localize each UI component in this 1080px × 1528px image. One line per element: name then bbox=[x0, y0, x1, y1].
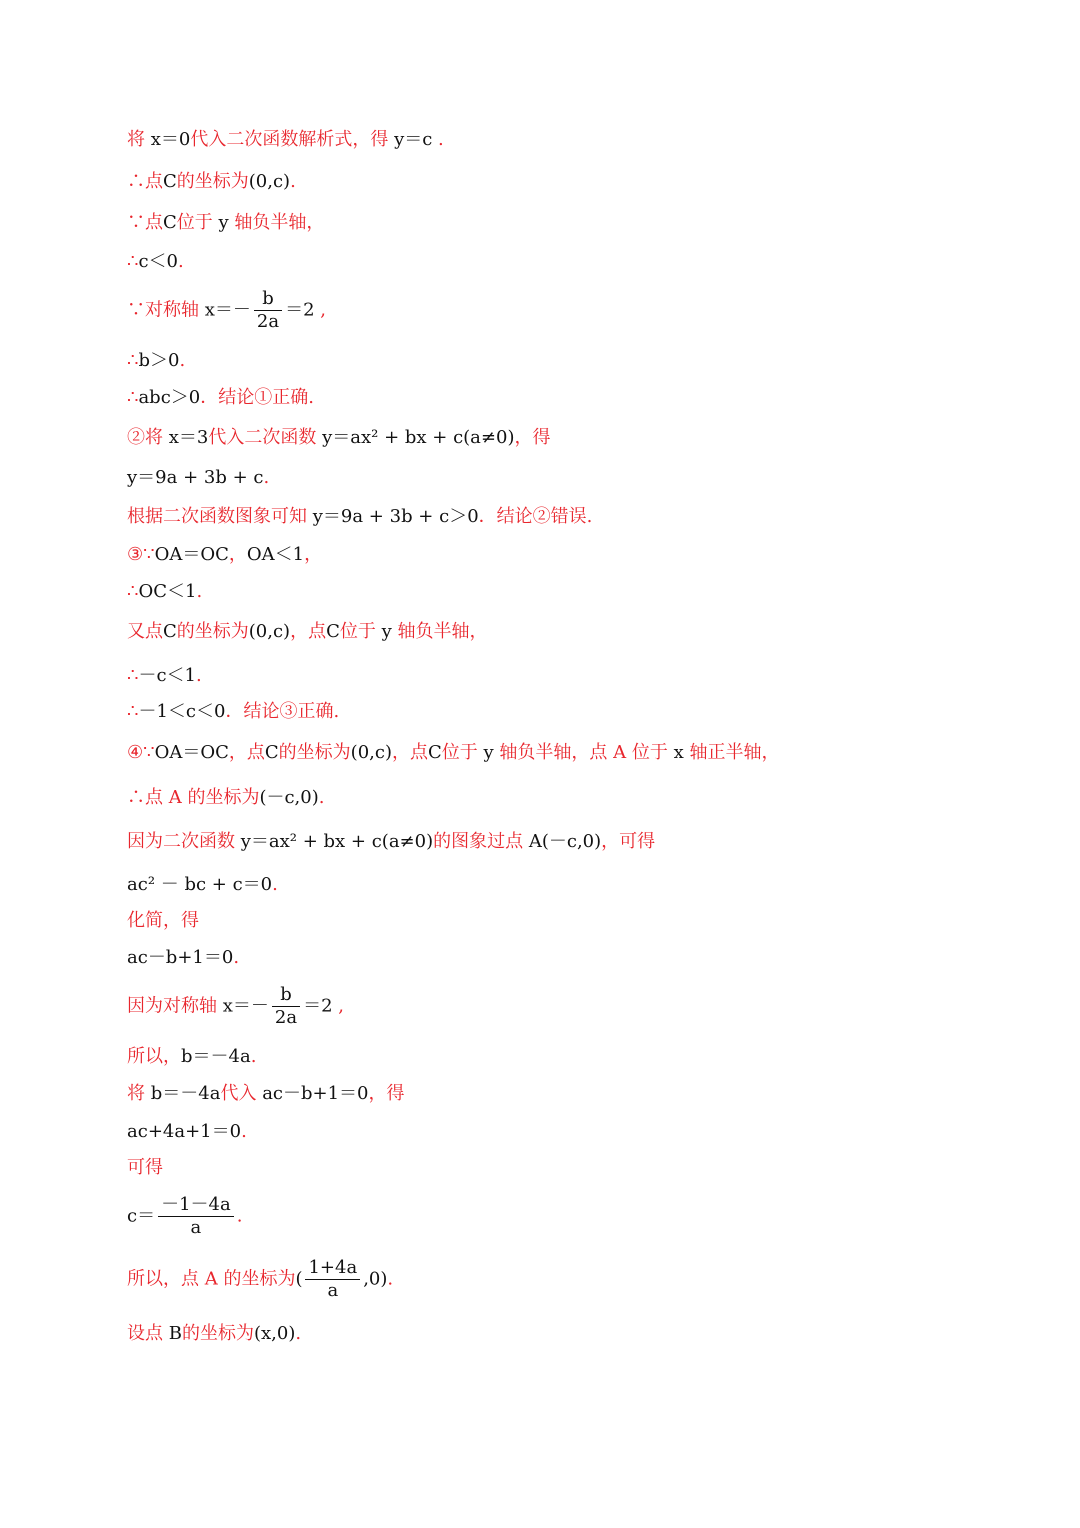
line-13 bbox=[127, 621, 488, 643]
text-segment: 的坐标为 bbox=[176, 621, 249, 642]
fraction-denominator: 2a bbox=[256, 311, 280, 332]
text-segment: . bbox=[295, 1323, 302, 1344]
text-segment: y bbox=[381, 621, 392, 642]
line-29 bbox=[127, 1323, 301, 1345]
text-segment: y bbox=[483, 742, 494, 763]
text-segment: x＝0 bbox=[150, 129, 191, 150]
text-segment: . bbox=[233, 947, 240, 968]
line-20 bbox=[127, 910, 199, 932]
text-segment: x＝3 bbox=[168, 427, 209, 448]
text-segment: C bbox=[326, 621, 340, 642]
text-segment: (0,c) bbox=[248, 171, 291, 192]
line-19 bbox=[127, 874, 278, 896]
fraction-denominator: 2a bbox=[274, 1007, 298, 1028]
text-segment: OA＝OC bbox=[154, 544, 229, 565]
text-segment: (0,c) bbox=[248, 621, 291, 642]
text-segment: ac+4a+1＝0 bbox=[127, 1121, 242, 1142]
text-segment: 位于 bbox=[339, 621, 382, 642]
text-segment: ∵对称轴 bbox=[127, 299, 205, 321]
text-segment: . bbox=[196, 665, 202, 686]
text-segment: C bbox=[163, 621, 177, 642]
text-segment: c＜0 bbox=[138, 251, 178, 272]
text-segment: . bbox=[179, 350, 186, 371]
line-11 bbox=[127, 544, 322, 566]
text-segment: －c＜1 bbox=[138, 665, 196, 686]
line-21 bbox=[127, 947, 239, 969]
text-segment: y＝9a + 3b + c bbox=[127, 467, 264, 488]
text-segment: . bbox=[263, 467, 270, 488]
text-segment: , bbox=[314, 299, 326, 321]
text-segment: 化简，得 bbox=[127, 910, 199, 931]
line-1 bbox=[127, 129, 444, 151]
text-segment: 又点 bbox=[127, 621, 163, 642]
text-segment: . bbox=[250, 1046, 257, 1067]
text-segment: ac² － bc + c＝0 bbox=[127, 874, 273, 895]
fraction-numerator: b bbox=[254, 288, 282, 311]
text-segment: C bbox=[427, 742, 442, 763]
fraction-numerator: 1+4a bbox=[305, 1257, 360, 1280]
text-segment: 代入 bbox=[220, 1083, 263, 1104]
text-segment: B bbox=[168, 1323, 182, 1344]
text-segment: ，得 bbox=[368, 1083, 405, 1104]
text-segment: ( bbox=[295, 1268, 303, 1290]
text-segment: ∴ bbox=[127, 350, 139, 371]
text-segment: ，可得 bbox=[601, 831, 656, 852]
line-26 bbox=[127, 1157, 163, 1179]
text-segment: b＞0 bbox=[138, 350, 180, 371]
text-segment: ③∵ bbox=[127, 544, 155, 565]
text-segment: ac－b+1＝0 bbox=[262, 1083, 369, 1104]
text-segment: 所以， bbox=[127, 1046, 181, 1067]
text-segment: ， bbox=[228, 544, 247, 565]
text-segment: ．结论③正确. bbox=[225, 701, 340, 722]
text-segment: . bbox=[241, 1121, 247, 1142]
text-segment: ∴点 A 的坐标为 bbox=[127, 787, 260, 808]
text-segment: 因为二次函数 bbox=[127, 831, 241, 852]
text-segment: . bbox=[272, 874, 278, 895]
line-14 bbox=[127, 665, 202, 687]
line-16 bbox=[127, 742, 779, 764]
line-3 bbox=[127, 212, 324, 234]
fraction bbox=[272, 984, 300, 1029]
text-segment: . bbox=[236, 1205, 243, 1227]
fraction-denominator: a bbox=[190, 1217, 202, 1238]
line-7 bbox=[127, 387, 314, 409]
line-22 bbox=[127, 984, 344, 1029]
text-segment: 代入二次函数 bbox=[208, 427, 323, 448]
text-segment: abc＞0 bbox=[138, 387, 201, 408]
text-segment: ∴ bbox=[127, 387, 139, 408]
text-segment: ＝2 bbox=[285, 299, 315, 321]
text-segment: 轴正半轴， bbox=[683, 742, 780, 763]
text-segment: ,0) bbox=[363, 1268, 388, 1290]
line-15 bbox=[127, 701, 339, 723]
line-23 bbox=[127, 1046, 256, 1068]
text-segment: 的坐标为 bbox=[278, 742, 351, 763]
line-8 bbox=[127, 427, 550, 449]
text-segment: 的坐标为 bbox=[181, 1323, 254, 1344]
line-10 bbox=[127, 506, 592, 528]
text-segment: OA＝OC bbox=[154, 742, 229, 763]
line-25 bbox=[127, 1121, 247, 1143]
text-segment: 根据二次函数图象可知 bbox=[127, 506, 313, 527]
text-segment: 设点 bbox=[127, 1323, 169, 1344]
line-2 bbox=[127, 171, 296, 193]
text-segment: －1＜c＜0 bbox=[138, 701, 226, 722]
line-28 bbox=[127, 1257, 393, 1302]
fraction bbox=[305, 1257, 360, 1302]
text-segment: y＝c bbox=[394, 129, 433, 150]
text-segment: C bbox=[163, 212, 177, 233]
text-segment: 位于 bbox=[441, 742, 484, 763]
text-segment: . bbox=[178, 251, 184, 272]
text-segment: y bbox=[218, 212, 229, 233]
text-segment: 将 bbox=[127, 1083, 151, 1104]
text-segment: 所以，点 A 的坐标为 bbox=[127, 1268, 296, 1290]
text-segment: ∴点 bbox=[127, 171, 163, 192]
text-segment: ＝2 bbox=[303, 995, 333, 1017]
text-segment: 轴负半轴， bbox=[228, 212, 325, 233]
text-segment: ∴ bbox=[127, 251, 139, 272]
text-segment: ．结论②错误. bbox=[478, 506, 593, 527]
text-segment: ，点 bbox=[290, 621, 327, 642]
fraction bbox=[158, 1194, 234, 1239]
text-segment: 位于 bbox=[176, 212, 219, 233]
text-segment: ，得 bbox=[514, 427, 551, 448]
text-segment: . bbox=[290, 171, 296, 192]
fraction-denominator: a bbox=[327, 1280, 339, 1301]
text-segment: 可得 bbox=[127, 1157, 163, 1178]
text-segment: b＝－4a bbox=[150, 1083, 221, 1104]
text-segment: , bbox=[332, 995, 344, 1017]
text-segment: (－c,0) bbox=[259, 787, 319, 808]
text-segment: OA＜1 bbox=[246, 544, 305, 565]
text-segment: ，点 bbox=[391, 742, 428, 763]
text-segment: ④∵ bbox=[127, 742, 155, 763]
text-segment: C bbox=[264, 742, 279, 763]
text-segment: 代入二次函数解析式，得 bbox=[190, 129, 395, 150]
text-segment: ．结论①正确. bbox=[200, 387, 314, 408]
line-5 bbox=[127, 288, 326, 333]
fraction-numerator: b bbox=[272, 984, 300, 1007]
text-segment: (x,0) bbox=[253, 1323, 296, 1344]
text-segment: 轴负半轴，点 A 位于 bbox=[493, 742, 674, 763]
text-segment: ，点 bbox=[228, 742, 265, 763]
text-segment: . bbox=[196, 581, 203, 602]
text-segment: . bbox=[318, 787, 325, 808]
line-17 bbox=[127, 787, 325, 809]
line-4 bbox=[127, 251, 184, 273]
text-segment: 的坐标为 bbox=[176, 171, 249, 192]
text-segment: ∵点 bbox=[127, 212, 163, 233]
text-segment: y＝ax² + bx + c(a≠0) bbox=[322, 427, 515, 448]
line-9 bbox=[127, 467, 269, 489]
fraction-numerator: －1－4a bbox=[158, 1194, 234, 1217]
text-segment: x bbox=[673, 742, 684, 763]
line-18 bbox=[127, 831, 655, 853]
text-segment: C bbox=[163, 171, 177, 192]
line-27 bbox=[127, 1194, 242, 1239]
text-segment: . bbox=[432, 129, 444, 150]
fraction bbox=[254, 288, 282, 333]
text-segment: b＝－4a bbox=[181, 1046, 251, 1067]
text-segment: x＝－ bbox=[222, 995, 269, 1017]
text-segment: A(－c,0) bbox=[528, 831, 602, 852]
text-segment: (0,c) bbox=[350, 742, 392, 763]
text-segment: y＝9a + 3b + c＞0 bbox=[312, 506, 479, 527]
text-segment: OC＜1 bbox=[138, 581, 197, 602]
text-segment: c＝ bbox=[127, 1205, 156, 1227]
text-segment: . bbox=[387, 1268, 394, 1290]
text-segment: ∴ bbox=[127, 581, 139, 602]
text-segment: ac－b+1＝0 bbox=[127, 947, 234, 968]
line-24 bbox=[127, 1083, 405, 1105]
text-segment: y＝ax² + bx + c(a≠0) bbox=[240, 831, 434, 852]
text-segment: 将 bbox=[127, 129, 151, 150]
text-segment: ∴ bbox=[127, 665, 139, 686]
text-segment: ∴ bbox=[127, 701, 139, 722]
text-segment: ②将 bbox=[127, 427, 169, 448]
text-segment: ， bbox=[304, 544, 323, 565]
line-6 bbox=[127, 350, 185, 372]
text-segment: 轴负半轴， bbox=[391, 621, 488, 642]
text-segment: 的图象过点 bbox=[433, 831, 529, 852]
line-12 bbox=[127, 581, 202, 603]
text-segment: x＝－ bbox=[204, 299, 251, 321]
text-segment: 因为对称轴 bbox=[127, 995, 223, 1017]
